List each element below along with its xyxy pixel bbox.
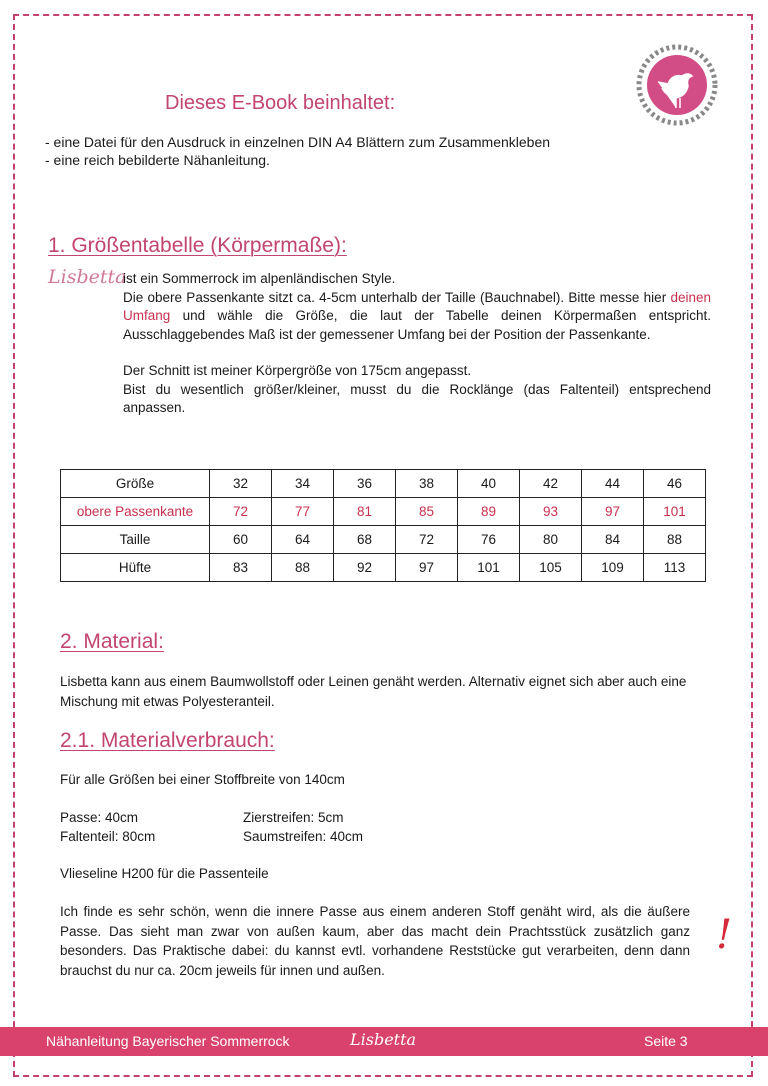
intro-paragraph — [123, 289, 711, 345]
highlight-text: deinen Umfang — [123, 289, 711, 323]
table-cell: 83 — [210, 554, 272, 582]
table-cell: 77 — [272, 498, 334, 526]
footer-title: Nähanleitung Bayerischer Sommerrock — [46, 1033, 290, 1049]
table-cell: 89 — [458, 498, 520, 526]
section-heading-material: 2. Material: — [60, 630, 164, 653]
row-label: Hüfte — [61, 554, 210, 582]
table-cell: 46 — [644, 470, 706, 498]
table-cell: 92 — [334, 554, 396, 582]
consumption-intro: Für alle Größen bei einer Stoffbreite von 140cm — [60, 772, 345, 787]
table-cell: 109 — [582, 554, 644, 582]
table-row — [61, 498, 706, 526]
table-cell: 81 — [334, 498, 396, 526]
table-cell: 34 — [272, 470, 334, 498]
table-cell: 85 — [396, 498, 458, 526]
section-heading-size-table: 1. Größentabelle (Körpermaße): — [48, 234, 347, 257]
passe-amount: Passe: 40cm — [60, 810, 139, 825]
table-cell: 88 — [644, 526, 706, 554]
footer-brand: Lisbetta — [350, 1030, 417, 1049]
table-cell: 80 — [520, 526, 582, 554]
brand-script: Lisbetta — [48, 266, 127, 288]
table-cell: 64 — [272, 526, 334, 554]
table-cell: 44 — [582, 470, 644, 498]
bullet-item: - eine Datei für den Ausdruck in einzelnen DIN A4 Blättern zum Zusammenkleben — [45, 134, 551, 150]
table-cell: 97 — [582, 498, 644, 526]
page-number: Seite 3 — [644, 1033, 688, 1049]
vlieseline-text: Vlieseline H200 für die Passenteile — [60, 866, 269, 881]
table-cell: 36 — [334, 470, 396, 498]
table-cell: 84 — [582, 526, 644, 554]
text: Die obere Passenkante sitzt ca. 4-5cm unterhalb der Taille (Bauchnabel). Bitte messe hier — [123, 289, 671, 305]
table-row — [61, 554, 706, 582]
bullet-item: - eine reich bebilderte Nähanleitung. — [45, 152, 270, 168]
bird-logo-icon — [636, 44, 718, 126]
zier-amount: Zierstreifen: 5cm — [243, 810, 344, 825]
table-cell: 97 — [396, 554, 458, 582]
text: und wähle die Größe, die laut der Tabelle deinen Körpermaßen entspricht. Ausschlaggebendes Maß ist der gemessener Umfang bei der Position der Passenkante. — [123, 308, 711, 342]
table-row — [61, 470, 706, 498]
row-label: Taille — [61, 526, 210, 554]
material-text: Lisbetta kann aus einem Baumwollstoff oder Leinen genäht werden. Alternativ eignet sich aber auch eine Mischung mit etwas Polyesteranteil. — [60, 674, 687, 709]
table-cell: 101 — [458, 554, 520, 582]
table-cell: 38 — [396, 470, 458, 498]
intro-text — [123, 270, 711, 418]
saum-amount: Saumstreifen: 40cm — [243, 829, 364, 844]
size-table — [60, 469, 706, 582]
length-note: Bist du wesentlich größer/kleiner, musst du die Rocklänge (das Faltenteil) entsprechend anpassen. — [123, 381, 711, 415]
note-text: Ich finde es sehr schön, wenn die innere Passe aus einem anderen Stoff genäht wird, als die äußere Passe. Das sieht man zwar von außen kaum, aber das macht dein Prachtsstück zusätzlich ganz besonders. Das Praktische dabei: du kannst evtl. vorhandene Reststücke gut verarbeiten, denn dann brauchst du nur ca. 20cm jeweils für innen und außen. — [60, 904, 690, 978]
page-title: Dieses E-Book beinhaltet: — [165, 92, 396, 114]
table-cell: 76 — [458, 526, 520, 554]
height-note: Der Schnitt ist meiner Körpergröße von 175cm angepasst. — [123, 363, 472, 378]
table-cell: 72 — [396, 526, 458, 554]
row-label: Größe — [61, 470, 210, 498]
table-cell: 101 — [644, 498, 706, 526]
table-cell: 113 — [644, 554, 706, 582]
section-heading-consumption: 2.1. Materialverbrauch: — [60, 729, 275, 752]
table-cell: 68 — [334, 526, 396, 554]
table-cell: 42 — [520, 470, 582, 498]
table-cell: 40 — [458, 470, 520, 498]
falten-amount: Faltenteil: 80cm — [60, 829, 156, 844]
table-row — [61, 526, 706, 554]
footer-bar — [0, 1027, 768, 1056]
table-cell: 105 — [520, 554, 582, 582]
table-cell: 93 — [520, 498, 582, 526]
table-cell: 60 — [210, 526, 272, 554]
table-cell: 88 — [272, 554, 334, 582]
row-label: obere Passenkante — [61, 498, 210, 526]
exclamation-mark: ! — [716, 912, 733, 958]
intro-line: ist ein Sommerrock im alpenländischen Style. — [123, 271, 396, 286]
table-cell: 72 — [210, 498, 272, 526]
table-cell: 32 — [210, 470, 272, 498]
